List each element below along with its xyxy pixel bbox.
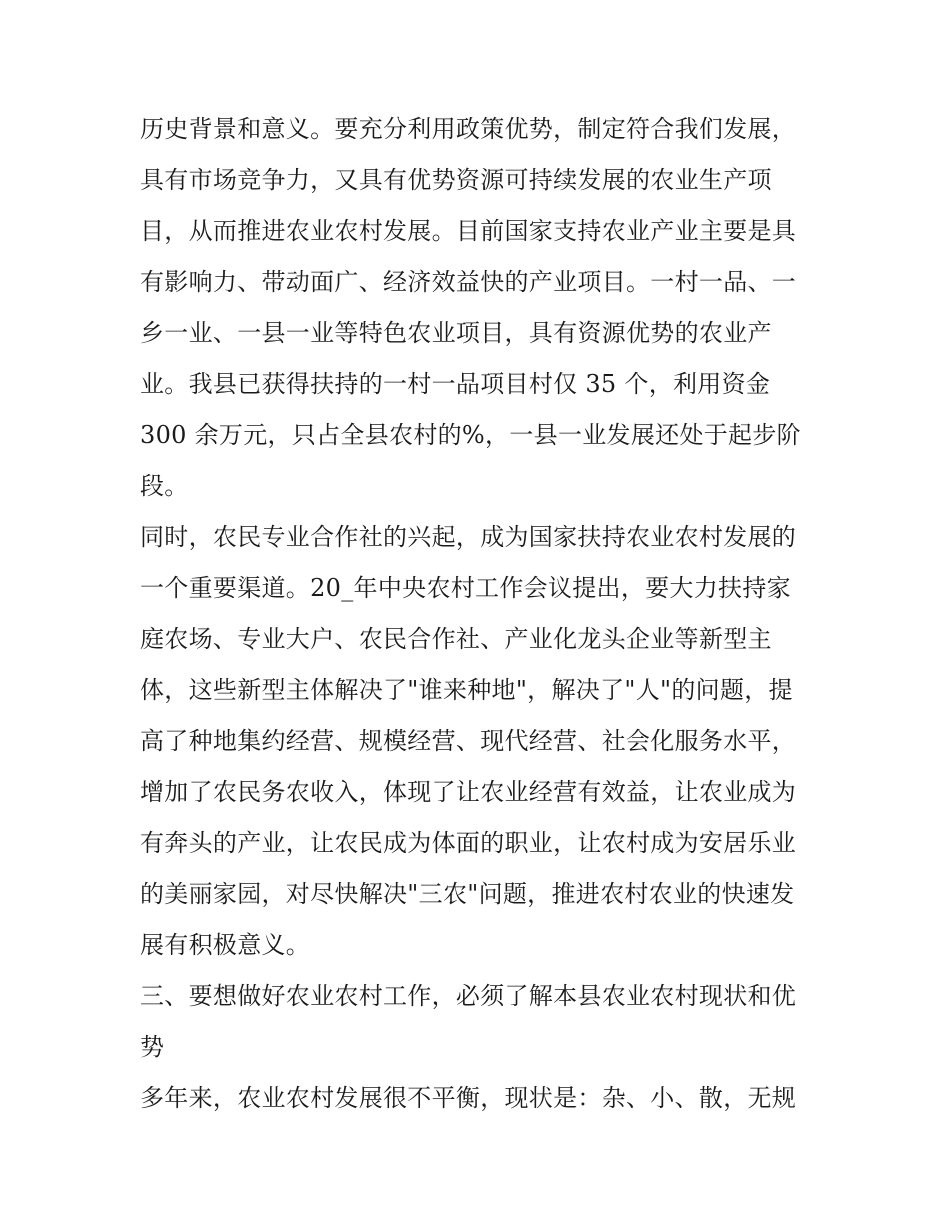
text-line: 乡一业、一县一业等特色农业项目，具有资源优势的农业产 bbox=[140, 319, 772, 347]
text-line: 高了种地集约经营、规模经营、现代经营、社会化服务水平， bbox=[140, 727, 797, 755]
text-line: 历史背景和意义。要充分利用政策优势，制定符合我们发展， bbox=[140, 115, 797, 143]
text-line: 300 余万元，只占全县农村的%，一县一业发展还处于起步阶 bbox=[140, 421, 801, 449]
document-body bbox=[140, 104, 820, 1124]
text-line: 目，从而推进农业农村发展。目前国家支持农业产业主要是具 bbox=[140, 217, 797, 245]
text-line: 庭农场、专业大户、农民合作社、产业化龙头企业等新型主 bbox=[140, 625, 772, 653]
text-line: 同时，农民专业合作社的兴起，成为国家扶持农业农村发展的 bbox=[140, 523, 797, 551]
text-line: 展有积极意义。 bbox=[140, 931, 311, 959]
text-line: 段。 bbox=[140, 472, 189, 500]
section-heading-continued: 势 bbox=[140, 1033, 165, 1061]
text-line: 有奔头的产业，让农民成为体面的职业，让农村成为安居乐业 bbox=[140, 829, 797, 857]
text-line: 增加了农民务农收入，体现了让农业经营有效益，让农业成为 bbox=[140, 778, 797, 806]
text-line: 体，这些新型主体解决了"谁来种地"，解决了"人"的问题，提 bbox=[140, 676, 793, 704]
text-line: 有影响力、带动面广、经济效益快的产业项目。一村一品、一 bbox=[140, 268, 797, 296]
text-line: 的美丽家园，对尽快解决"三农"问题，推进农村农业的快速发 bbox=[140, 880, 795, 908]
text-line: 具有市场竞争力，又具有优势资源可持续发展的农业生产项 bbox=[140, 166, 772, 194]
text-line: 业。我县已获得扶持的一村一品项目村仅 35 个，利用资金 bbox=[140, 370, 771, 398]
text-line: 多年来，农业农村发展很不平衡，现状是：杂、小、散，无规 bbox=[140, 1084, 797, 1112]
text-line: 一个重要渠道。20_年中央农村工作会议提出，要大力扶持家 bbox=[140, 574, 791, 602]
section-heading: 三、要想做好农业农村工作，必须了解本县农业农村现状和优 bbox=[140, 982, 797, 1010]
